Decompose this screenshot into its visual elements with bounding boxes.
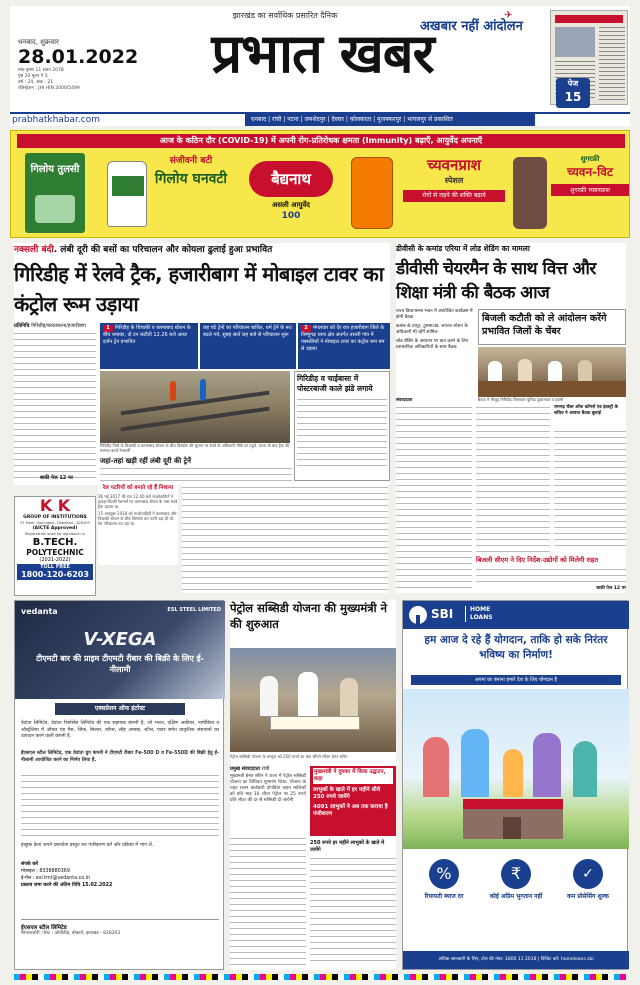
- issue-day: धनबाद, शुक्रवार: [18, 38, 59, 46]
- sbi-family-photo: [403, 689, 629, 849]
- lead-photo-caption: गिरिडीह जिले के चिचाकी व करमाबाद स्टेशन के बीच विस्फोट की सूचना पर रेलवे के अधिकारी मौके पर पहुंचे. घटना के बाद ट्रैक की मरम्मत करते रेलकर्मी: [100, 443, 290, 453]
- kk-course-poly: POLYTECHNIC: [26, 548, 84, 557]
- dvc-bullet-1: राज्य विधानसभा भवन में आयोजित कार्यक्रम में होगी बैठक: [396, 309, 473, 320]
- slogan-bird-icon: ✈: [504, 10, 513, 21]
- petrol-photo-caption: पेट्रोल सब्सिडी योजना के लाभुक को 250 रुपये का चेक सौंपते सीएम हेमंत सोरेन: [230, 754, 348, 759]
- sbi-header: [403, 601, 629, 629]
- giloy-tulsi-pack: गिलोय तुलसी: [25, 153, 85, 233]
- trains-box-head: जहां-तहां खड़ी रहीं लंबी दूरी की ट्रेनें: [100, 457, 191, 465]
- masthead-left: [18, 38, 139, 103]
- petrol-sub: 250 रुपये हर महीने लाभुकों के खाते में जायेंगे: [310, 840, 385, 853]
- dvc-story: [396, 243, 626, 593]
- kk-session: (2021-2022): [39, 557, 71, 563]
- lead-point-3: 2 मंगलवार को देर रात हजारीबाग जिले के विष्णुगढ़ थाना क्षेत्र अंतर्गत तस्तरी गांव में नक्सलियों ने मोबाइल टावर का कंट्रोल रूम बम से उड़ाया: [298, 323, 390, 369]
- chyawanprash-label: च्यवनप्राश स्पेशल रोगों से लड़ने की शक्ति बढ़ाये: [399, 155, 509, 231]
- vedanta-ad[interactable]: [14, 600, 224, 970]
- issue-date: 28.01.2022: [18, 46, 139, 68]
- lead-story: [14, 243, 390, 485]
- sbi-headline: हम आज दे रहे हैं योगदान, ताकि हो सके निरंतर भविष्य का निर्माण!: [424, 634, 608, 661]
- page-badge: [556, 78, 590, 108]
- kk-approval: (AICTE Approved): [32, 526, 78, 531]
- sbi-feature-3: ✓ कम प्रोसेसिंग शुल्क: [555, 859, 621, 939]
- petrol-body-filler: [230, 836, 306, 966]
- dvc-col-3: [554, 429, 626, 549]
- dvc-bullets: [396, 309, 474, 395]
- sbi-brand: SBI: [431, 607, 454, 621]
- sbi-logo-icon: [409, 606, 427, 624]
- website-link[interactable]: prabhatkhabar.com: [12, 115, 101, 125]
- masthead-tagline: झारखंड का सर्वाधिक प्रसारित दैनिक: [232, 11, 338, 20]
- lead-kicker-line: [14, 243, 390, 257]
- vedanta-last-date: प्रस्ताव जमा करने की अंतिम तिथि 15.02.2022: [21, 883, 113, 888]
- interest-rate-icon: %: [429, 859, 459, 889]
- vedanta-footer: [21, 919, 219, 965]
- rail-item-2: 15 अक्तूबर 2018 को माओवादियों ने करमाबाद और चिचाकी स्टेशन के बीच विस्फोट कर पटरी उड़ा दी थी. रेल परिचालन ठप रहा था.: [98, 511, 177, 526]
- petrol-box-item-2: 4091 लाभुकों ने अब तक कराया है पंजीकरण: [313, 804, 388, 817]
- vedanta-section: एक्सप्रेशन ऑफ इंटरेस्ट: [55, 703, 185, 715]
- rail-item-1: 26 मई 2017 की रात 12.40 बजे माओवादियों ने हावड़ा-दिल्ली रेलमार्ग पर करमाबाद स्टेशन के पास रेलवे ट्रैक उड़ाया था.: [98, 494, 178, 509]
- kk-address: ST Mark, Govindpur, Dhanbad - 828109: [20, 521, 90, 525]
- petrol-story: [230, 600, 396, 970]
- dvc-meeting-photo: [478, 347, 626, 397]
- kk-group: GROUP OF INSTITUTIONS: [23, 515, 87, 520]
- kk-ad[interactable]: [14, 496, 96, 596]
- kk-tollfree-label: TOLL FREE: [40, 564, 70, 570]
- page-count-price: पृष्ठ 20 मूल्य ₹ 5: [18, 74, 48, 79]
- page-number: 15: [564, 90, 582, 104]
- sbi-ad[interactable]: [402, 600, 628, 970]
- trains-box: [100, 457, 292, 485]
- petrol-headline: पेट्रोल सब्सिडी योजना की मुख्यमंत्री ने की शुरुआत: [230, 601, 388, 631]
- vxega-logo: V-XEGA: [83, 629, 157, 650]
- city-bar: [10, 112, 630, 126]
- dvc-subheadline: बिजली कटौती को ले आंदोलन करेंगे प्रभावित जिलों के चेंबर: [478, 309, 626, 345]
- vedanta-body-2: ईएसएल स्टील लिमिटेड, एक वेदांता ग्रुप कंपनी ने टीएमटी रीबार Fe-500 D व Fe-550D की बिक्री हेतु ई-नीलामी आयोजित करने का निर्णय लिया है.: [21, 751, 219, 763]
- sbi-banner: अपना घर बनाना हमारे देश के लिए योगदान है: [411, 675, 621, 685]
- chyawanprash-jar: [351, 157, 393, 229]
- blackout-body: [476, 567, 626, 585]
- dvc-dateline: संवाददाता: [396, 398, 413, 403]
- ad-headline: आज के कठिन दौर (COVID-19) में अपनी रोग-प्रतिरोधक क्षमता (Immunity) बढ़ाएँ, आयुर्वेद अपनाएँ: [17, 134, 625, 148]
- side-story: [294, 371, 390, 481]
- vedanta-title: टीएमटी बार की प्राइम टीएमटी रीबार की बिक्री के लिए ई-नीलामी: [36, 654, 204, 674]
- color-registration-strip: [14, 974, 626, 980]
- hindi-date: माघ कृष्ण 11 संवत 2078: [18, 68, 64, 73]
- dvc-photo-caption: बैठक में मौजूद गिरिडीह जिलावार चुनिंदा दुकानदार व उद्यमी: [478, 397, 564, 402]
- vedanta-footer-company: ईएसएल स्टील लिमिटेड: [21, 925, 67, 931]
- lead-body: [14, 331, 96, 481]
- petrol-box: [310, 766, 396, 836]
- vedanta-phone[interactable]: मोबाइल : 8338880369: [21, 869, 70, 874]
- rail-target-box: [98, 485, 178, 565]
- house-model: [463, 799, 563, 839]
- lead-headline: गिरिडीह में रेलवे ट्रैक, हजारीबाग में मोबाइल टावर का कंट्रोल रूम उड़ाया: [14, 262, 384, 316]
- sbi-feature-2: ₹ कोई अग्रिम भुगतान नहीं: [483, 859, 549, 939]
- lead-point-1: 1 गिरिडीह के चिचाकी व करमाबाद स्टेशन के बीच धमाका, दो टन कटौती 12.26 बजे आधा दर्जन ट्रेन प्रभावित: [100, 323, 198, 369]
- sbi-features: [403, 853, 629, 943]
- lead-kicker: नक्सली बंदी: [14, 245, 54, 255]
- vedanta-contact: [21, 861, 219, 889]
- chyawanvit-label: शुगरफ्री च्यवन-विट शुगरफ्री च्यवनप्राश: [551, 155, 629, 231]
- petrol-photo: [230, 648, 396, 752]
- rail-target-head: रेल पटरियों को बनाते रहे हैं निशाना: [102, 485, 174, 491]
- vedanta-email[interactable]: ई-मेल : esl.tmt@vedanta.co.in: [21, 876, 90, 881]
- page-label: पेज: [567, 79, 579, 88]
- petrol-byline: प्रमुख संवाददाता रांची: [230, 766, 270, 772]
- dvc-bullet-3: लोड शेडिंग के अध्ययन पर बात करने के लिए प्रशासनिक अधिकारियों के साथ बैठक: [396, 339, 469, 350]
- dvc-headline: डीवीसी चेयरमैन के साथ वित्त और शिक्षा मंत्री की बैठक आज: [396, 259, 596, 303]
- dvc-kicker: डीवीसी के कमांड एरिया में लोड शेडिंग का मामला: [396, 244, 530, 253]
- petrol-col-2: [310, 856, 396, 966]
- dvc-col-1: [396, 405, 472, 591]
- dvc-jump: बाकी पेज 12 पर: [596, 586, 626, 591]
- lead-subhead: . लंबी दूरी की बसों का परिचालन और कोयला ढुलाई हुआ प्रभावित: [53, 245, 273, 255]
- registration: रजिस्ट्रेशन : JHI HIN 2000/5499: [18, 86, 80, 91]
- side-story-head: गिरिडीह व चाईबासा में पोस्टरबाजी काले झंडे लगाये: [297, 374, 373, 393]
- vedanta-header: [15, 601, 225, 699]
- vedanta-body-3: इच्छुक क्रेता अपने दस्तावेज प्रस्तुत कर पंजीकरण करें और प्रक्रिया में भाग लें.: [21, 843, 154, 848]
- petrol-box-item-1: लाभुकों के खाते में हर महीने सीधे 250 रुपये जायेंगे: [313, 787, 381, 800]
- editions-list: धनबाद | रांची | पटना | जमशेदपुर | देवघर | कोलकाता | मुजफ्फरपुर | भागलपुर से प्रकाशित: [245, 114, 535, 126]
- chyawanvit-jar: [513, 157, 547, 229]
- petrol-body: मुख्यमंत्री हेमंत सोरेन ने राज्य में पेट्रोल सब्सिडी योजना का विधिवत शुभारंभ किया. योजना के तहत राशन कार्डधारी दोपहिया वाहन मालिकों को प्रति माह 10 लीटर पेट्रोल पर 25 रुपये प्रति लीटर की दर से सब्सिडी दी जायेगी.: [230, 774, 306, 803]
- no-charges-icon: ₹: [501, 859, 531, 889]
- volume: वर्ष : 24, अंक : 21: [18, 80, 54, 85]
- blackout-headline: बिजली सीएम ने दिए निर्देश-उद्योगों को मिलेगी राहत: [476, 556, 599, 564]
- railway-track-photo: [100, 371, 290, 443]
- processing-fee-icon: ✓: [573, 859, 603, 889]
- vedanta-logo: vedanta: [21, 607, 58, 616]
- dvc-col-2: [476, 405, 550, 555]
- vedanta-body-filler: [21, 773, 219, 839]
- lead-continued-text: [182, 485, 388, 593]
- sanjivani-label: संजीवनी बटी गिलोय घनवटी: [154, 156, 228, 187]
- kk-registration: Registration open for admission in: [24, 532, 86, 536]
- sbi-footer: अधिक जानकारी के लिए, टोल फ्री नंबर: 1800 11 2018 | विजिट करें: homeloans.sbi: [403, 951, 629, 969]
- kk-course-btech: B.TECH.: [32, 537, 78, 548]
- kk-tollfree[interactable]: 1800-120-6203: [21, 570, 89, 579]
- petrol-box-head: मुख्यमंत्री ने दुमका में किया उद्घाटन, कहा: [313, 768, 393, 784]
- dvc-bullet-right: रामगढ़ चेंबर ऑफ कॉमर्स एंड इंडस्ट्री के सचिव ने आपात बैठक बुलाई: [554, 405, 619, 416]
- giloy-bottle: [107, 161, 147, 227]
- baidyanath-logo: बैद्यनाथ असली आयुर्वेद 100: [241, 157, 341, 227]
- kk-logo: K K: [39, 496, 71, 515]
- masthead-title: प्रभात खबर: [211, 22, 434, 85]
- baidyanath-ad[interactable]: [10, 130, 630, 238]
- masthead: [10, 6, 630, 112]
- lead-byline: प्रतिनिधि गिरिडीह/बरकाकाना/हजारीबाग: [14, 323, 86, 329]
- vedanta-contact-label: संपर्क करें: [21, 862, 38, 867]
- sbi-feature-1: % रियायती ब्याज दर: [411, 859, 477, 939]
- masthead-slogan: अखबार नहीं आंदोलन: [420, 19, 523, 34]
- esl-logo: ESL STEEL LIMITED: [167, 607, 221, 613]
- lead-point-2: छह घंटे ट्रेनों का परिचालन बाधित, धर्म ट्रेनें के रूट बदले गये, सुबह सातें छह बजे से परिचालन शुरू: [200, 323, 296, 369]
- lead-jump: बाकी पेज 12 पर: [40, 475, 73, 481]
- sbi-product: HOME LOANS: [465, 606, 515, 622]
- dvc-bullet-2: कमांड के ठप्पूर, टुसमाटांड, जनरल स्टेशन के अधिकारी भी रहेंगे शामिल: [396, 324, 468, 335]
- vedanta-body-1: वेदांता लिमिटेड, वेदांता रिसोर्सेस लिमिटेड की एक सहायक कंपनी है, जो भारत, दक्षिण अफ्रीका, नामीबिया व ऑस्ट्रेलिया में ऑयल एंड गैस, जिंक, सिल्वर, कॉपर, लौह अयस्क, स्टील, पावर समेत प्राकृतिक संसाधनों का उत्पादन करने वाली कंपनी है.: [21, 721, 219, 739]
- vedanta-footer-address: सियालजोरी, पोस्ट - जोधीडीह, बोकारो, झारखंड - 828303: [21, 931, 121, 936]
